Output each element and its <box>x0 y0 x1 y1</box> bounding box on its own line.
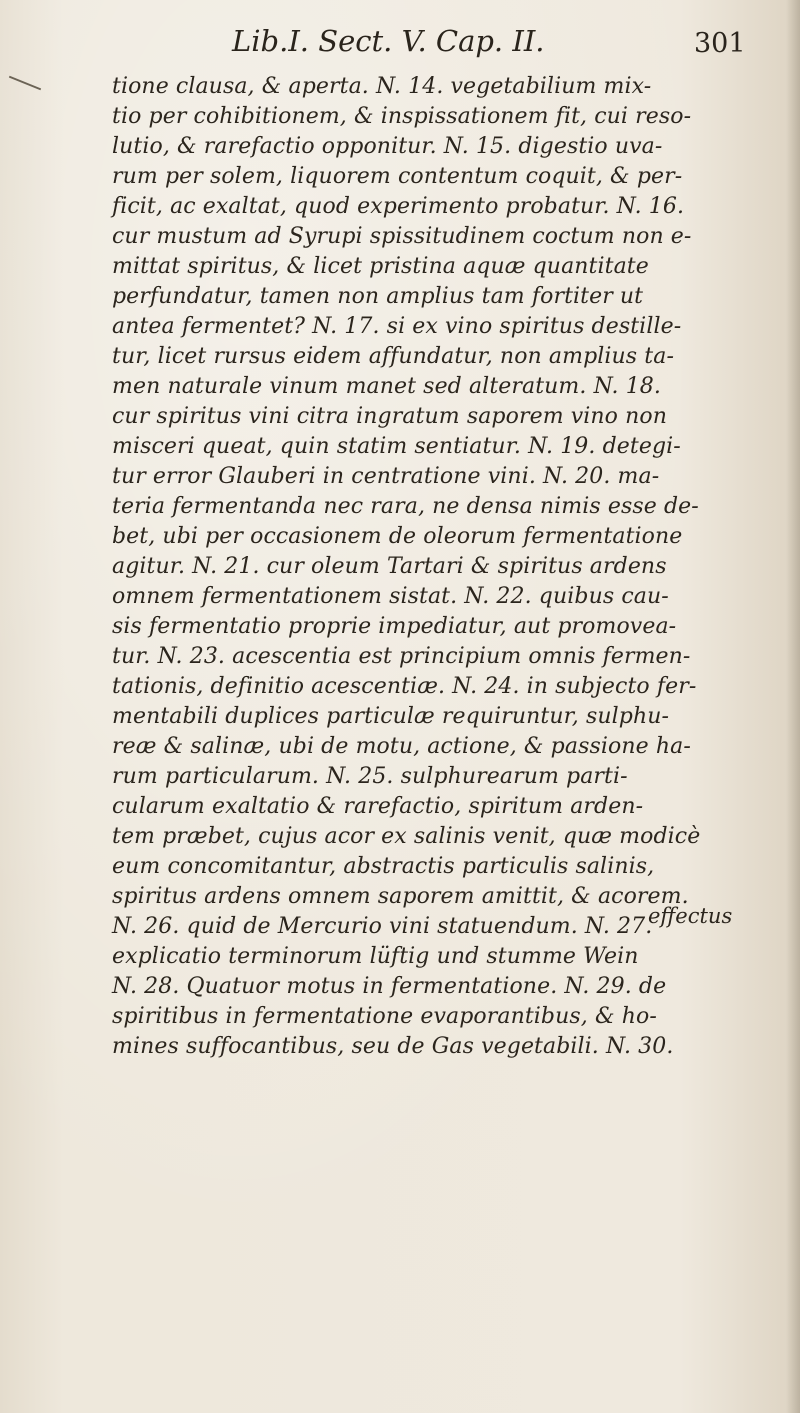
catchword: effectus <box>648 904 733 928</box>
text-line: misceri queat, quin statim sentiatur. N. 19. detegi- <box>112 434 681 459</box>
text-line: eum concomitantur, abstractis particulis salinis, <box>112 854 655 879</box>
text-line: N. 28. Quatuor motus in fermentatione. N. 29. de <box>112 974 667 999</box>
text-line: cur mustum ad Syrupi spissitudinem coctum non e- <box>112 224 692 249</box>
running-head: Lib.I. Sect. V. Cap. II. <box>232 24 545 58</box>
text-line: bet, ubi per occasionem de oleorum fermentatione <box>112 524 683 549</box>
text-line: cularum exaltatio & rarefactio, spiritum arden- <box>112 794 644 819</box>
text-line: antea fermentet? N. 17. si ex vino spiritus destille- <box>112 314 682 339</box>
text-line: explicatio terminorum lüftig und stumme Wein <box>112 944 639 969</box>
text-line: ficit, ac exaltat, quod experimento probatur. N. 16. <box>112 194 685 219</box>
page-header <box>0 18 800 64</box>
text-line: tur. N. 23. acescentia est principium omnis fermen- <box>112 644 691 669</box>
text-line: mentabili duplices particulæ requiruntur, sulphu- <box>112 704 670 729</box>
text-line: omnem fermentationem sistat. N. 22. quibus cau- <box>112 584 669 609</box>
text-line: perfundatur, tamen non amplius tam fortiter ut <box>112 284 644 309</box>
text-line: reæ & salinæ, ubi de motu, actione, & passione ha- <box>112 734 691 759</box>
text-line: agitur. N. 21. cur oleum Tartari & spiritus ardens <box>112 554 667 579</box>
text-line: spiritus ardens omnem saporem amittit, & acorem. <box>112 884 689 909</box>
text-line: tationis, definitio acescentiæ. N. 24. in subjecto fer- <box>112 674 697 699</box>
text-line: N. 26. quid de Mercurio vini statuendum. N. 27. <box>112 914 653 939</box>
text-line: men naturale vinum manet sed alteratum. N. 18. <box>112 374 661 399</box>
text-line: tem præbet, cujus acor ex salinis venit, quæ modicè <box>112 824 701 849</box>
text-line: teria fermentanda nec rara, ne densa nimis esse de- <box>112 494 699 519</box>
text-line: mittat spiritus, & licet pristina aquæ quantitate <box>112 254 649 279</box>
page-edge-shadow <box>786 0 800 1413</box>
summary-text <box>112 72 712 1062</box>
page-number: 301 <box>694 28 746 59</box>
text-line: tur error Glauberi in centratione vini. N. 20. ma- <box>112 464 660 489</box>
text-line: lutio, & rarefactio opponitur. N. 15. digestio uva- <box>112 134 663 159</box>
text-line: rum per solem, liquorem contentum coquit, & per- <box>112 164 683 189</box>
text-line: sis fermentatio proprie impediatur, aut promovea- <box>112 614 677 639</box>
text-line: tur, licet rursus eidem affundatur, non amplius ta- <box>112 344 674 369</box>
text-line: mines suffocantibus, seu de Gas vegetabili. N. 30. <box>112 1034 674 1059</box>
text-line: tione clausa, & aperta. N. 14. vegetabilium mix- <box>112 74 652 99</box>
text-line: tio per cohibitionem, & inspissationem fit, cui reso- <box>112 104 692 129</box>
margin-mark <box>9 76 41 91</box>
text-line: spiritibus in fermentatione evaporantibus, & ho- <box>112 1004 657 1029</box>
text-line: cur spiritus vini citra ingratum saporem vino non <box>112 404 668 429</box>
text-line: rum particularum. N. 25. sulphurearum parti- <box>112 764 628 789</box>
